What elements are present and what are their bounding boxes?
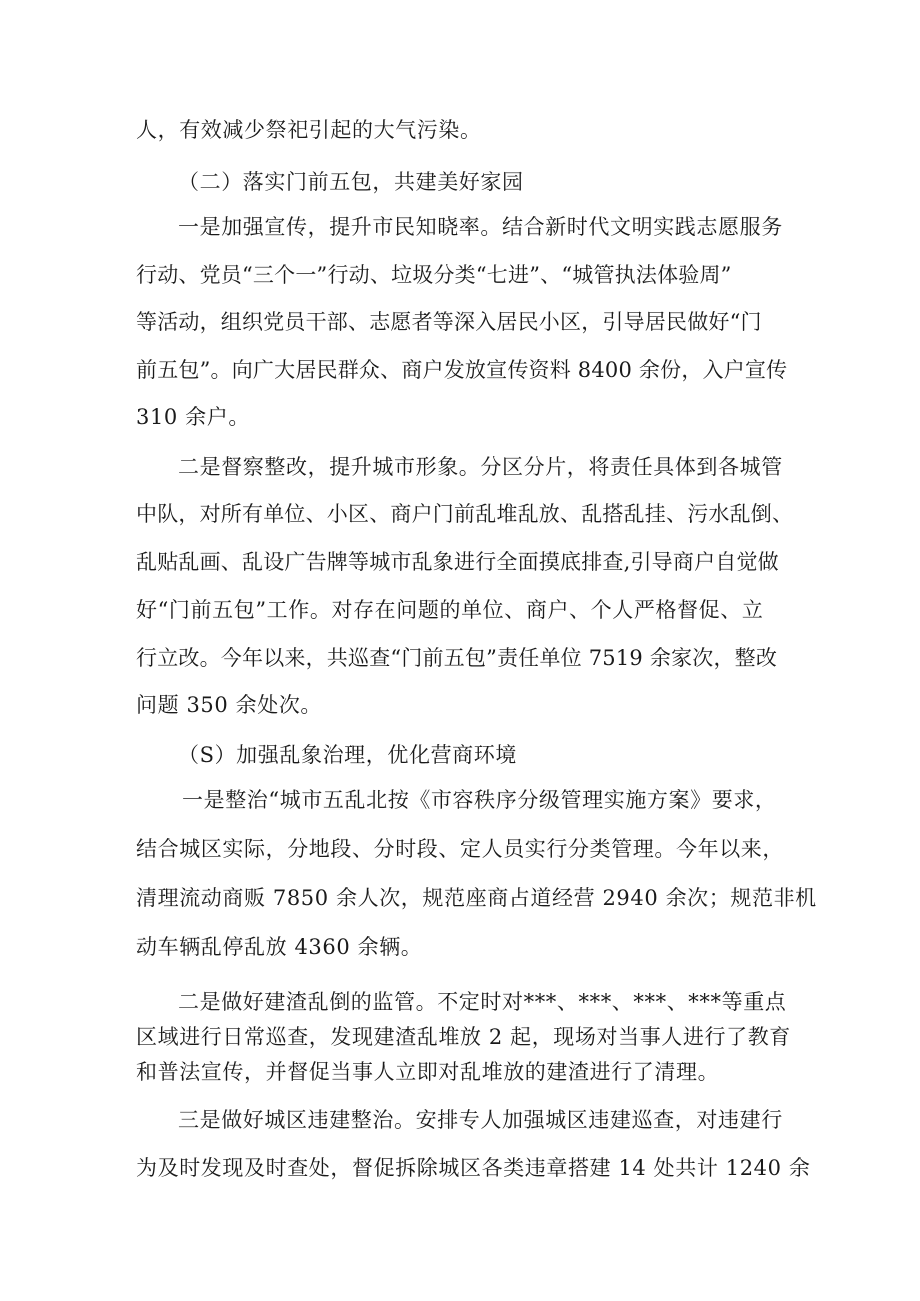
paragraph-line: 二是督察整改，提升城市形象。分区分片，将责任具体到各城管: [178, 455, 783, 479]
paragraph-line: 三是做好城区违建整治。安排专人加强城区违建巡查，对违建行: [178, 1108, 783, 1132]
paragraph-line: 乱贴乱画、乱设广告牌等城市乱象进行全面摸底排查,引导商户自觉做: [136, 550, 779, 574]
paragraph-line: 为及时发现及时查处，督促拆除城区各类违章搭建 14 处共计 1240 余: [136, 1156, 811, 1180]
section-heading: （二）落实门前五包，共建美好家园: [178, 170, 524, 194]
paragraph-line: 行动、党员“三个一”行动、垃圾分类“七进”、“城管执法体验周”: [136, 263, 732, 287]
paragraph-line: 区域进行日常巡查，发现建渣乱堆放 2 起，现场对当事人进行了教育: [136, 1025, 791, 1049]
paragraph-line: 结合城区实际，分地段、分时段、定人员实行分类管理。今年以来，: [136, 837, 784, 861]
paragraph-line: 行立改。今年以来，共巡查“门前五包”责任单位 7519 余家次，整改: [136, 646, 778, 670]
section-heading: （S）加强乱象治理，优化营商环境: [178, 743, 517, 767]
paragraph-line: 问题 350 余处次。: [136, 693, 323, 717]
paragraph-line: 动车辆乱停乱放 4360 余辆。: [136, 935, 423, 959]
paragraph-line: 和普法宣传，并督促当事人立即对乱堆放的建渣进行了清理。: [136, 1060, 720, 1084]
paragraph-line: 中队，对所有单位、小区、商户门前乱堆乱放、乱搭乱挂、污水乱倒、: [136, 502, 794, 526]
paragraph-line: 清理流动商贩 7850 余人次，规范座商占道经营 2940 余次；规范非机: [136, 886, 817, 910]
paragraph-line: 一是加强宣传，提升市民知晓率。结合新时代文明实践志愿服务: [178, 215, 783, 239]
paragraph-line: 一是整治“城市五乱北按《市容秩序分级管理实施方案》要求，: [182, 788, 777, 812]
paragraph-line: 310 余户。: [136, 405, 250, 429]
paragraph-line: 前五包”。向广大居民群众、商户发放宣传资料 8400 余份，入户宣传: [136, 358, 788, 382]
paragraph-line: 等活动，组织党员干部、志愿者等深入居民小区，引导居民做好“门: [136, 310, 762, 334]
paragraph-line: 人，有效减少祭祀引起的大气污染。: [136, 118, 482, 142]
paragraph-line: 二是做好建渣乱倒的监管。不定时对***、***、***、***等重点: [178, 990, 787, 1014]
paragraph-line: 好“门前五包”工作。对存在问题的单位、商户、个人严格督促、立: [136, 598, 764, 622]
